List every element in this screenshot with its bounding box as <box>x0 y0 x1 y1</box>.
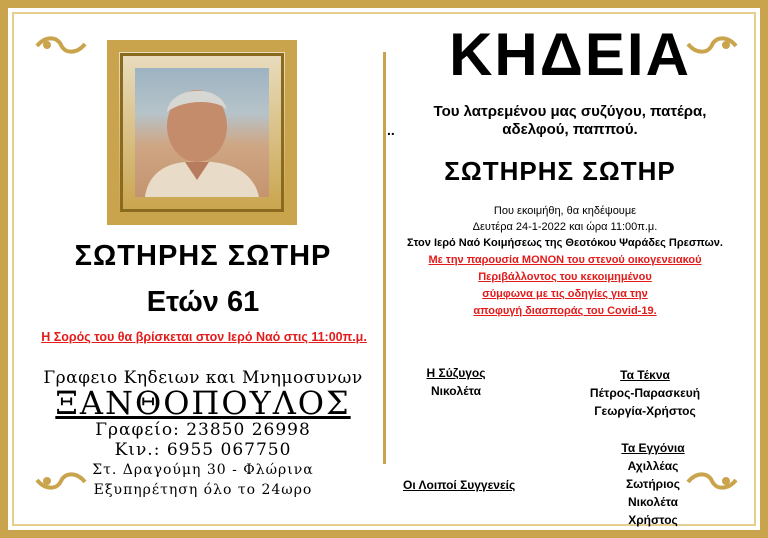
grandchild-name-2: Σωτήριος <box>625 477 681 491</box>
child-names-2: Γεωργία-Χρήστος <box>594 404 696 418</box>
funeral-heading: ΚΗΔΕΙΑ <box>449 21 691 88</box>
spouse-name: Νικολέτα <box>430 384 482 398</box>
flourish-top-left-icon <box>35 34 87 56</box>
covid-notice-line-2: Περιβάλλοντος του κεκοιμημένου <box>478 271 652 283</box>
covid-notice-line-1: Με την παρουσία ΜΟΝΟΝ του στενού οικογενειακού <box>428 254 702 266</box>
grandchild-name-4: Χρήστος <box>628 513 678 527</box>
details-line-3: Στον Ιερό Ναό Κοιμήσεως της Θεοτόκου Ψαράδες Πρεσπων. <box>407 237 723 249</box>
covid-notice-line-4: αποφυγή διασποράς του Covid-19. <box>473 305 657 317</box>
children-heading: Τα Τέκνα <box>620 368 670 382</box>
portrait-photo <box>135 68 269 197</box>
relatives-heading: Οι Λοιποί Συγγενείς <box>403 478 516 492</box>
grandchild-name-3: Νικολέτα <box>627 495 679 509</box>
coffin-location-note: Η Σορός του θα βρίσκεται στον Ιερό Ναό στις 11:00π.μ. <box>41 330 367 344</box>
details-line-1: Που εκοιμήθη, θα κηδέψουμε <box>493 205 637 217</box>
intro-line-2: αδελφού, παππού. <box>502 121 638 138</box>
agency-title: Γραφειο Κηδειων και Μνημοσυνων <box>43 368 363 388</box>
deceased-name-right: ΣΩΤΗΡΗΣ ΣΩΤΗΡ <box>444 156 676 186</box>
agency-name: ΞΑΝΘΟΠΟΥΛΟΣ <box>55 384 351 422</box>
portrait-figure-icon <box>135 68 269 197</box>
deceased-age: Ετών 61 <box>146 286 260 318</box>
grandchild-name-1: Αχιλλέας <box>627 459 679 473</box>
agency-address: Στ. Δραγούμη 30 - Φλώρινα <box>92 462 314 478</box>
intro-line-1: Του λατρεμένου μας συζύγου, πατέρα, <box>433 103 707 120</box>
agency-office-phone: Γραφείο: 23850 26998 <box>95 420 311 440</box>
covid-notice-line-3: σύμφωνα με τις οδηγίες για την <box>482 288 648 300</box>
agency-mobile-phone: Κιν.: 6955 067750 <box>114 440 292 460</box>
vertical-divider <box>383 52 386 464</box>
child-names-1: Πέτρος-Παρασκευή <box>589 386 701 400</box>
deceased-name-left: ΣΩΤΗΡΗΣ ΣΩΤΗΡ <box>74 240 332 272</box>
intro-dots: .. <box>387 122 395 138</box>
spouse-heading: Η Σύζυγος <box>426 366 486 380</box>
details-line-2: Δευτέρα 24-1-2022 και ώρα 11:00π.μ. <box>472 221 658 233</box>
grandchildren-heading: Τα Εγγόνια <box>621 441 685 455</box>
portrait-frame <box>107 40 297 225</box>
agency-service-hours: Εξυπηρέτηση όλο το 24ωρο <box>93 482 313 498</box>
